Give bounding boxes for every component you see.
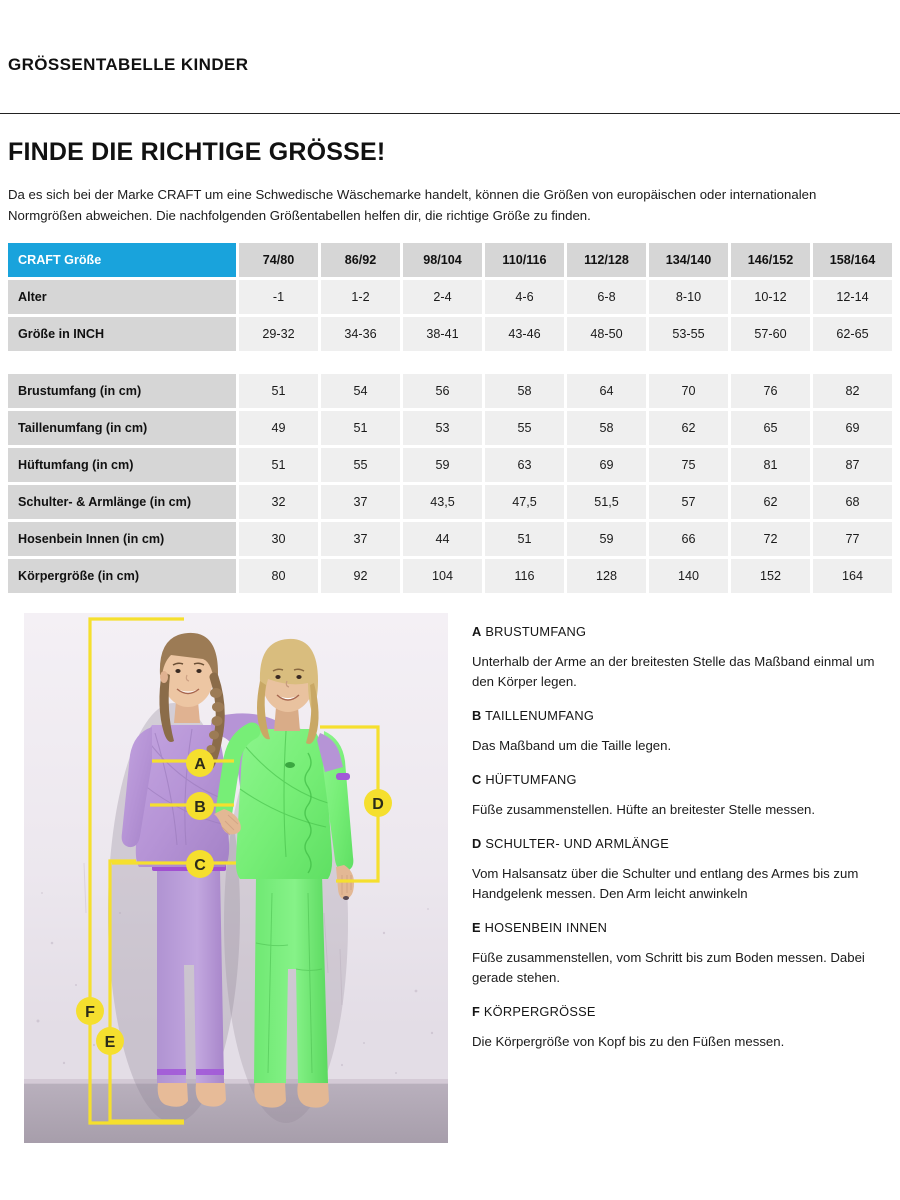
legend-label-c: HÜFTUMFANG bbox=[485, 772, 577, 787]
table-cell: 32 bbox=[239, 485, 318, 519]
legend-label-a: BRUSTUMFANG bbox=[485, 624, 587, 639]
table-cell: 80 bbox=[239, 559, 318, 593]
svg-text:D: D bbox=[372, 796, 384, 813]
table-cell: 81 bbox=[731, 448, 810, 482]
legend-letter-b: B bbox=[472, 708, 482, 723]
table-cell: 37 bbox=[321, 485, 400, 519]
table-cell: 59 bbox=[567, 522, 646, 556]
legend-desc-b: Das Maßband um die Taille legen. bbox=[472, 738, 672, 753]
table-cell: 48-50 bbox=[567, 317, 646, 351]
svg-text:B: B bbox=[194, 799, 206, 816]
table-cell: 58 bbox=[485, 374, 564, 408]
table-cell: 6-8 bbox=[567, 280, 646, 314]
table-cell: 51 bbox=[321, 411, 400, 445]
table-cell: 10-12 bbox=[731, 280, 810, 314]
table-row bbox=[8, 559, 892, 593]
table-group-measurements bbox=[8, 374, 892, 593]
table-row bbox=[8, 374, 892, 408]
legend-label-b: TAILLENUMFANG bbox=[485, 708, 595, 723]
table-cell: 65 bbox=[731, 411, 810, 445]
table-cell: 92 bbox=[321, 559, 400, 593]
table-cell: 30 bbox=[239, 522, 318, 556]
legend-letter-f: F bbox=[472, 1004, 481, 1019]
table-cell: 56 bbox=[403, 374, 482, 408]
legend-term-b bbox=[472, 708, 884, 723]
table-cell: 58 bbox=[567, 411, 646, 445]
table-row bbox=[8, 522, 892, 556]
table-cell: 51 bbox=[239, 448, 318, 482]
table-cell: 8-10 bbox=[649, 280, 728, 314]
table-cell: 37 bbox=[321, 522, 400, 556]
section-title: FINDE DIE RICHTIGE GRÖSSE! bbox=[8, 138, 386, 166]
table-cell: 4-6 bbox=[485, 280, 564, 314]
table-header-cell: 134/140 bbox=[649, 243, 728, 277]
table-cell: 12-14 bbox=[813, 280, 892, 314]
legend-letter-c: C bbox=[472, 772, 482, 787]
legend-desc-f: Die Körpergröße von Kopf bis zu den Füßen messen. bbox=[472, 1034, 785, 1049]
row-label: Taillenumfang (in cm) bbox=[8, 411, 236, 445]
table-header-cell: 98/104 bbox=[403, 243, 482, 277]
table-row bbox=[8, 448, 892, 482]
table-cell: 54 bbox=[321, 374, 400, 408]
table-cell: 77 bbox=[813, 522, 892, 556]
table-cell: 152 bbox=[731, 559, 810, 593]
table-cell: 68 bbox=[813, 485, 892, 519]
row-label: Alter bbox=[8, 280, 236, 314]
table-cell: 70 bbox=[649, 374, 728, 408]
table-cell: 104 bbox=[403, 559, 482, 593]
svg-text:F: F bbox=[85, 1004, 95, 1021]
table-header-cell: 146/152 bbox=[731, 243, 810, 277]
table-cell: 62 bbox=[649, 411, 728, 445]
table-header-row bbox=[8, 243, 892, 277]
table-cell: 55 bbox=[321, 448, 400, 482]
legend-letter-a: A bbox=[472, 624, 482, 639]
table-cell: 63 bbox=[485, 448, 564, 482]
legend-label-e: HOSENBEIN INNEN bbox=[484, 920, 608, 935]
table-group-primary bbox=[8, 243, 892, 351]
marker-F bbox=[76, 997, 104, 1025]
legend-desc-d: Vom Halsansatz über die Schulter und entlang des Armes bis zum Handgelenk messen. Den Arm leicht anwinkeln bbox=[472, 866, 859, 901]
table-cell: 51 bbox=[239, 374, 318, 408]
table-cell: 53-55 bbox=[649, 317, 728, 351]
row-label: Hosenbein Innen (in cm) bbox=[8, 522, 236, 556]
legend-term-d bbox=[472, 836, 884, 851]
table-cell: -1 bbox=[239, 280, 318, 314]
table-header-cell: 86/92 bbox=[321, 243, 400, 277]
page-title: GRÖSSENTABELLE KINDER bbox=[8, 55, 249, 74]
table-row bbox=[8, 280, 892, 314]
table-cell: 75 bbox=[649, 448, 728, 482]
legend-label-f: KÖRPERGRÖSSE bbox=[483, 1004, 596, 1019]
table-cell: 128 bbox=[567, 559, 646, 593]
table-header-label: CRAFT Größe bbox=[8, 243, 236, 277]
table-row bbox=[8, 317, 892, 351]
table-header-cell: 158/164 bbox=[813, 243, 892, 277]
marker-E bbox=[96, 1027, 124, 1055]
legend-letter-e: E bbox=[472, 920, 481, 935]
table-cell: 49 bbox=[239, 411, 318, 445]
row-label: Schulter- & Armlänge (in cm) bbox=[8, 485, 236, 519]
table-cell: 2-4 bbox=[403, 280, 482, 314]
marker-B bbox=[186, 792, 214, 820]
table-cell: 43-46 bbox=[485, 317, 564, 351]
table-cell: 57-60 bbox=[731, 317, 810, 351]
table-cell: 116 bbox=[485, 559, 564, 593]
measurement-photo bbox=[24, 613, 448, 1143]
row-label: Brustumfang (in cm) bbox=[8, 374, 236, 408]
table-cell: 76 bbox=[731, 374, 810, 408]
table-cell: 47,5 bbox=[485, 485, 564, 519]
table-cell: 51,5 bbox=[567, 485, 646, 519]
table-group-separator bbox=[8, 354, 892, 371]
table-cell: 87 bbox=[813, 448, 892, 482]
table-cell: 43,5 bbox=[403, 485, 482, 519]
table-cell: 38-41 bbox=[403, 317, 482, 351]
marker-C bbox=[186, 850, 214, 878]
legend-term-f bbox=[472, 1004, 884, 1019]
legend-desc-c: Füße zusammenstellen. Hüfte an breitester Stelle messen. bbox=[472, 802, 816, 817]
row-label: Körpergröße (in cm) bbox=[8, 559, 236, 593]
row-label: Größe in INCH bbox=[8, 317, 236, 351]
intro-paragraph: Da es sich bei der Marke CRAFT um eine Schwedische Wäschemarke handelt, können die Größen von europäischen oder internationalen Normgrößen abweichen. Die nachfolgenden Größentabellen helfen dir, die richtige Größe zu finden. bbox=[8, 187, 817, 223]
legend-label-d: SCHULTER- UND ARMLÄNGE bbox=[485, 836, 670, 851]
table-cell: 66 bbox=[649, 522, 728, 556]
table-cell: 72 bbox=[731, 522, 810, 556]
table-cell: 82 bbox=[813, 374, 892, 408]
table-row bbox=[8, 411, 892, 445]
table-header-cell: 112/128 bbox=[567, 243, 646, 277]
svg-text:C: C bbox=[194, 857, 206, 874]
legend-desc-e: Füße zusammenstellen, vom Schritt bis zum Boden messen. Dabei gerade stehen. bbox=[472, 950, 865, 985]
marker-A bbox=[186, 749, 214, 777]
legend-term-c bbox=[472, 772, 884, 787]
legend-letter-d: D bbox=[472, 836, 482, 851]
svg-text:E: E bbox=[104, 1034, 116, 1051]
table-row bbox=[8, 485, 892, 519]
table-cell: 62 bbox=[731, 485, 810, 519]
table-cell: 44 bbox=[403, 522, 482, 556]
legend-term-a bbox=[472, 624, 884, 639]
header-divider bbox=[0, 113, 900, 114]
legend-desc-a: Unterhalb der Arme an der breitesten Stelle das Maßband einmal um den Körper legen. bbox=[472, 654, 875, 689]
table-cell: 51 bbox=[485, 522, 564, 556]
table-header-cell: 110/116 bbox=[485, 243, 564, 277]
measurement-legend bbox=[472, 624, 884, 1068]
table-cell: 29-32 bbox=[239, 317, 318, 351]
table-cell: 57 bbox=[649, 485, 728, 519]
table-cell: 34-36 bbox=[321, 317, 400, 351]
table-header-cell: 74/80 bbox=[239, 243, 318, 277]
table-cell: 64 bbox=[567, 374, 646, 408]
table-cell: 1-2 bbox=[321, 280, 400, 314]
table-cell: 55 bbox=[485, 411, 564, 445]
table-cell: 140 bbox=[649, 559, 728, 593]
row-label: Hüftumfang (in cm) bbox=[8, 448, 236, 482]
table-cell: 62-65 bbox=[813, 317, 892, 351]
legend-term-e bbox=[472, 920, 884, 935]
table-cell: 164 bbox=[813, 559, 892, 593]
marker-D bbox=[364, 789, 392, 817]
table-cell: 69 bbox=[813, 411, 892, 445]
table-cell: 53 bbox=[403, 411, 482, 445]
table-cell: 69 bbox=[567, 448, 646, 482]
size-table bbox=[8, 243, 892, 593]
table-cell: 59 bbox=[403, 448, 482, 482]
svg-text:A: A bbox=[194, 756, 206, 773]
